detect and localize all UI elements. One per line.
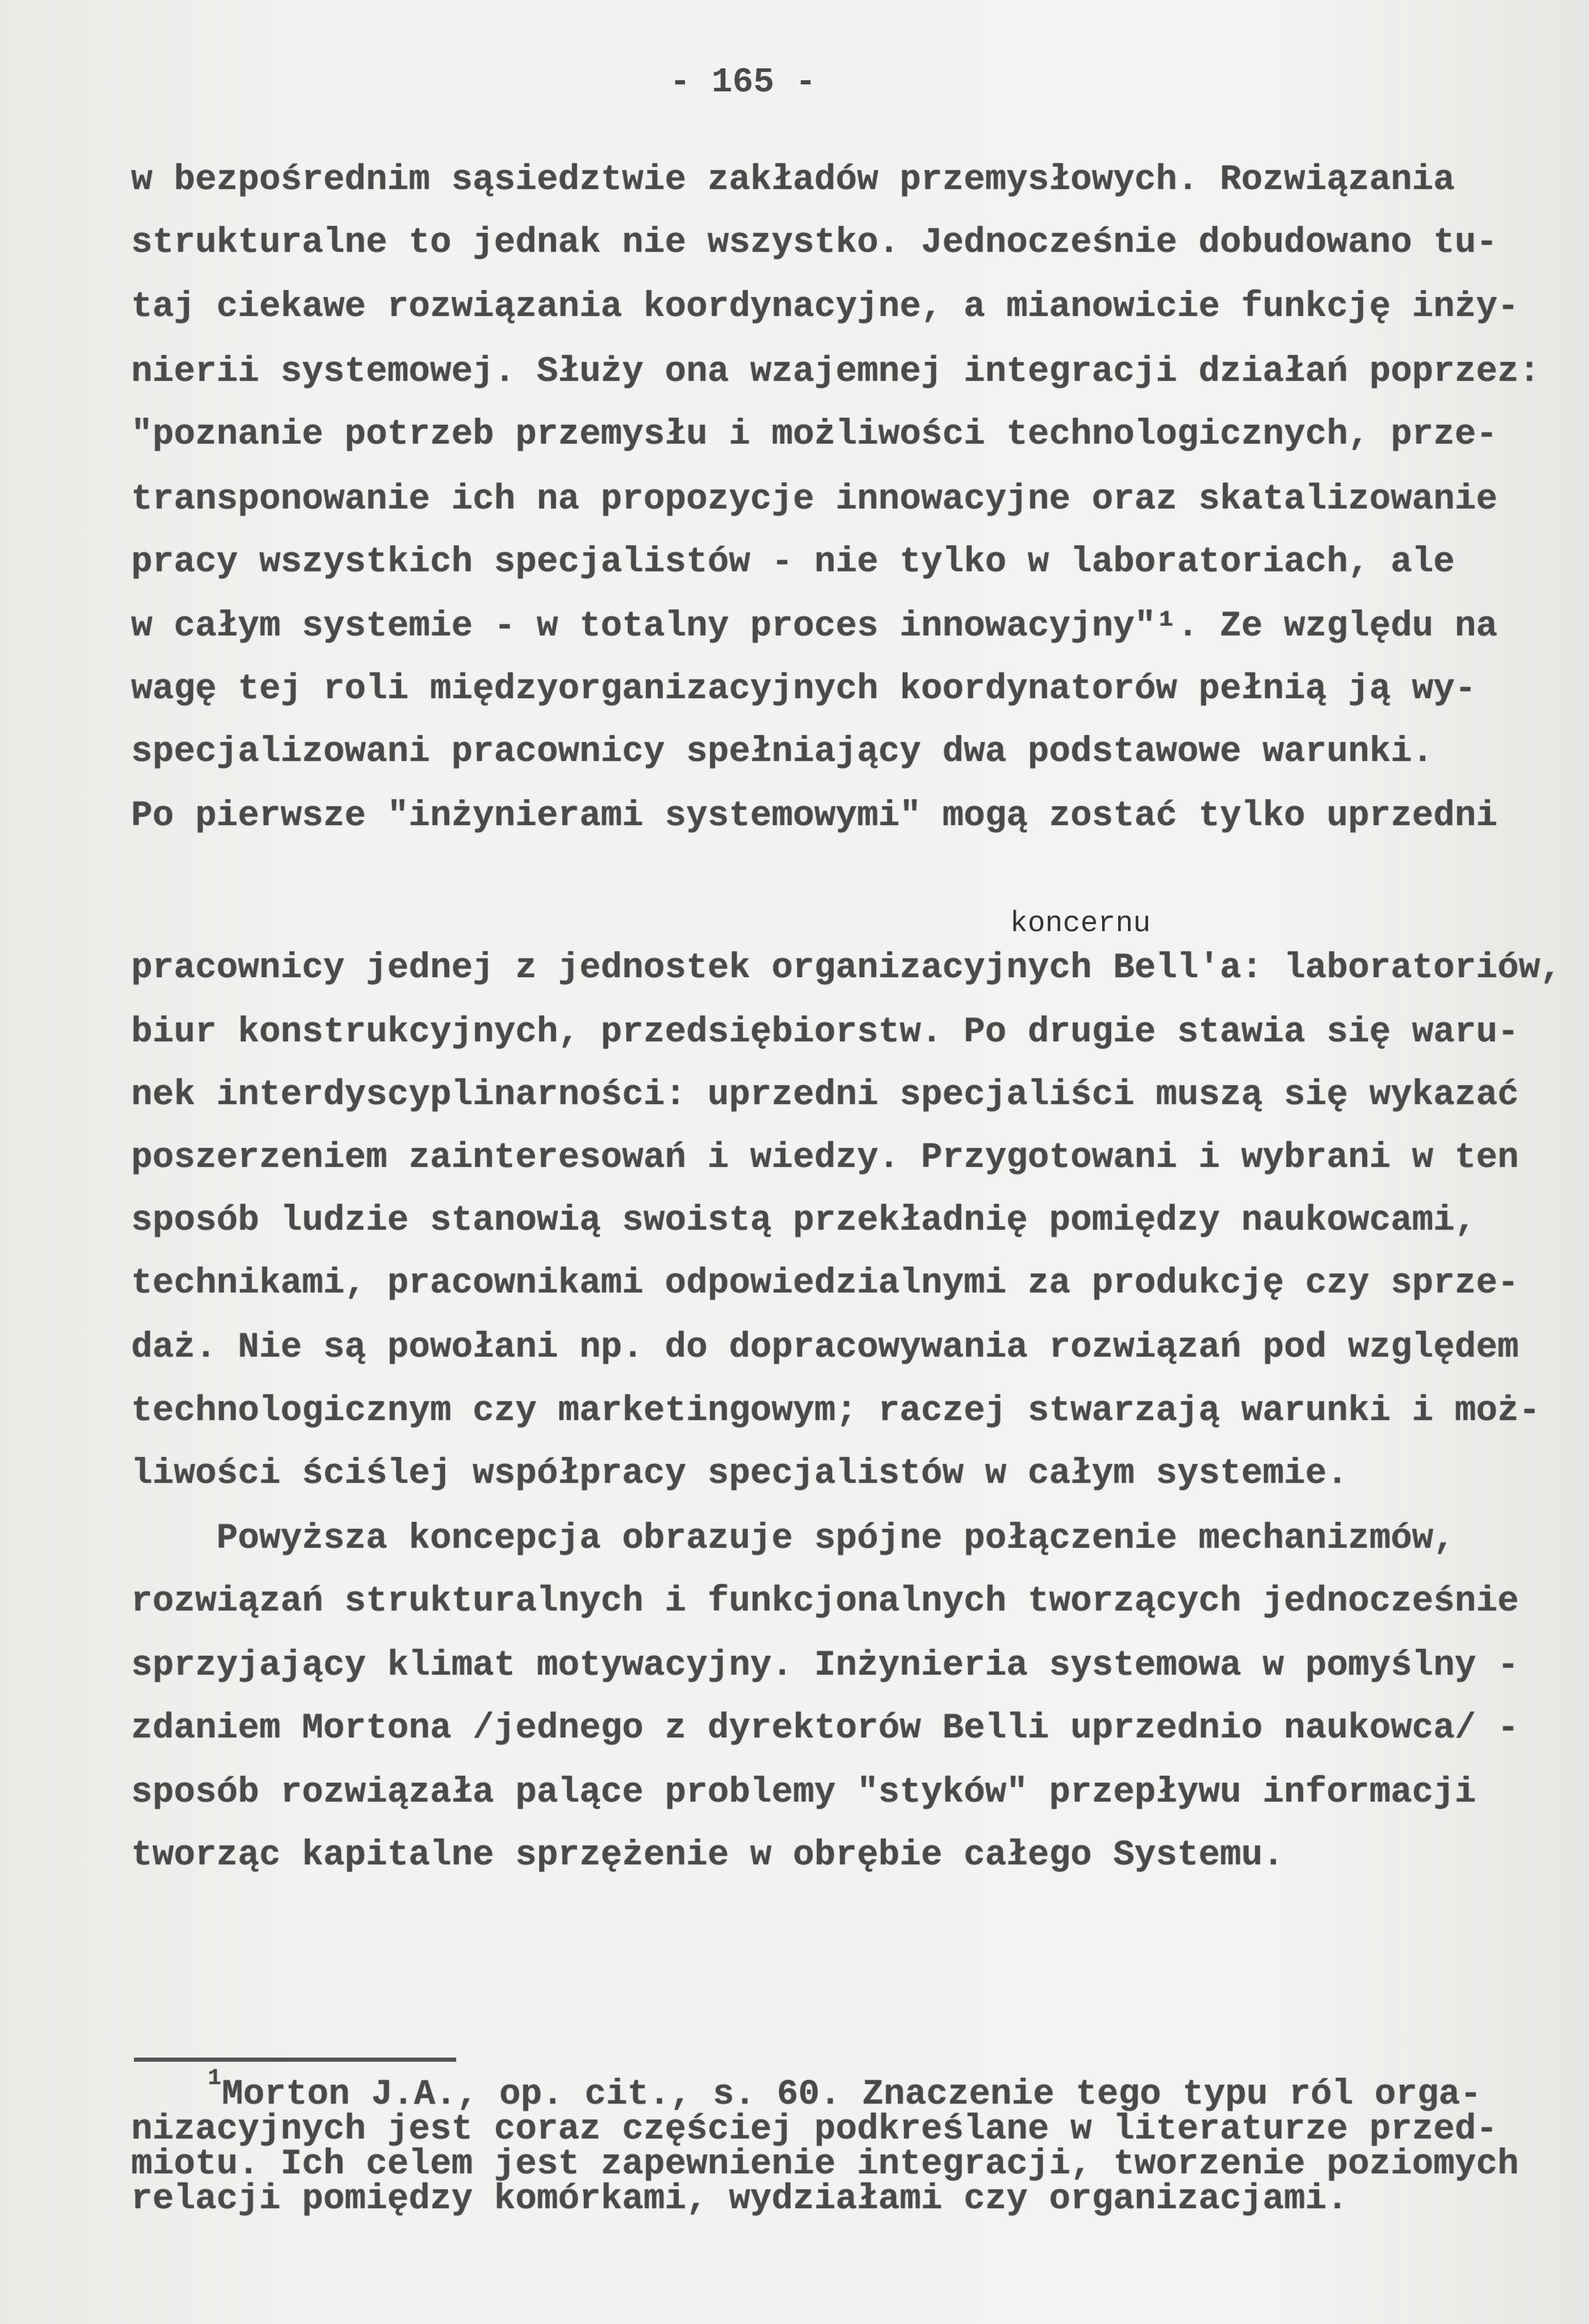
text-line: nek interdyscyplinarności: uprzedni specjaliści muszą się wykazać bbox=[131, 1076, 1519, 1115]
footnote-line bbox=[208, 2065, 1482, 2115]
text-line: wagę tej roli międzyorganizacyjnych koordynatorów pełnią ją wy- bbox=[131, 670, 1477, 709]
text-line: daż. Nie są powołani np. do dopracowywania rozwiązań pod względem bbox=[131, 1328, 1519, 1368]
text-line: technologicznym czy marketingowym; raczej stwarzają warunki i moż- bbox=[131, 1391, 1540, 1431]
text-line: strukturalne to jednak nie wszystko. Jednocześnie dobudowano tu- bbox=[131, 223, 1498, 263]
text-line: rozwiązań strukturalnych i funkcjonalnych tworzących jednocześnie bbox=[131, 1582, 1519, 1622]
handwritten-insertion: koncernu bbox=[1010, 907, 1151, 940]
footnote-text: Morton J.A., op. cit., s. 60. Znaczenie tego typu ról orga- bbox=[222, 2075, 1482, 2115]
text-line: poszerzeniem zainteresowań i wiedzy. Przygotowani i wybrani w ten bbox=[131, 1138, 1519, 1178]
text-line: technikami, pracownikami odpowiedzialnymi za produkcję czy sprze- bbox=[131, 1264, 1519, 1304]
text-line: nierii systemowej. Służy ona wzajemnej integracji działań poprzez: bbox=[131, 352, 1540, 392]
text-line: zdaniem Mortona /jednego z dyrektorów Belli uprzednio naukowca/ - bbox=[131, 1709, 1519, 1749]
footnote-line: nizacyjnych jest coraz częściej podkreślane w literaturze przed- bbox=[131, 2110, 1498, 2150]
text-line: taj ciekawe rozwiązania koordynacyjne, a mianowicie funkcję inży- bbox=[131, 287, 1519, 327]
text-line: tworząc kapitalne sprzężenie w obrębie całego Systemu. bbox=[131, 1836, 1284, 1876]
footnote-line: miotu. Ich celem jest zapewnienie integracji, tworzenie poziomych bbox=[131, 2145, 1519, 2185]
text-line: biur konstrukcyjnych, przedsiębiorstw. Po drugie stawia się waru- bbox=[131, 1013, 1519, 1052]
text-line: sposób rozwiązała palące problemy "styków" przepływu informacji bbox=[131, 1773, 1477, 1813]
text-line: "poznanie potrzeb przemysłu i możliwości technologicznych, prze- bbox=[131, 415, 1498, 455]
text-line: w bezpośrednim sąsiedztwie zakładów przemysłowych. Rozwiązania bbox=[131, 160, 1455, 200]
footnote-divider bbox=[134, 2058, 456, 2062]
text-line: Po pierwsze "inżynierami systemowymi" mogą zostać tylko uprzedni bbox=[131, 797, 1498, 836]
text-line: transponowanie ich na propozycje innowacyjne oraz skatalizowanie bbox=[131, 480, 1498, 520]
text-line: sprzyjający klimat motywacyjny. Inżynieria systemowa w pomyślny - bbox=[131, 1646, 1519, 1686]
text-line: pracownicy jednej z jednostek organizacyjnych Bell'a: laboratoriów, bbox=[131, 949, 1562, 988]
text-line: specjalizowani pracownicy spełniający dwa podstawowe warunki. bbox=[131, 732, 1433, 772]
footnote-line: relacji pomiędzy komórkami, wydziałami czy organizacjami. bbox=[131, 2180, 1348, 2219]
text-line: liwości ściślej współpracy specjalistów w całym systemie. bbox=[131, 1454, 1348, 1494]
text-line: sposób ludzie stanowią swoistą przekładnię pomiędzy naukowcami, bbox=[131, 1201, 1477, 1241]
text-line: pracy wszystkich specjalistów - nie tylko w laboratoriach, ale bbox=[131, 543, 1455, 582]
page-number: - 165 - bbox=[670, 63, 817, 103]
text-line: w całym systemie - w totalny proces innowacyjny"¹. Ze względu na bbox=[131, 607, 1498, 647]
text-line: Powyższa koncepcja obrazuje spójne połączenie mechanizmów, bbox=[131, 1519, 1455, 1559]
footnote-marker: 1 bbox=[208, 2065, 222, 2091]
